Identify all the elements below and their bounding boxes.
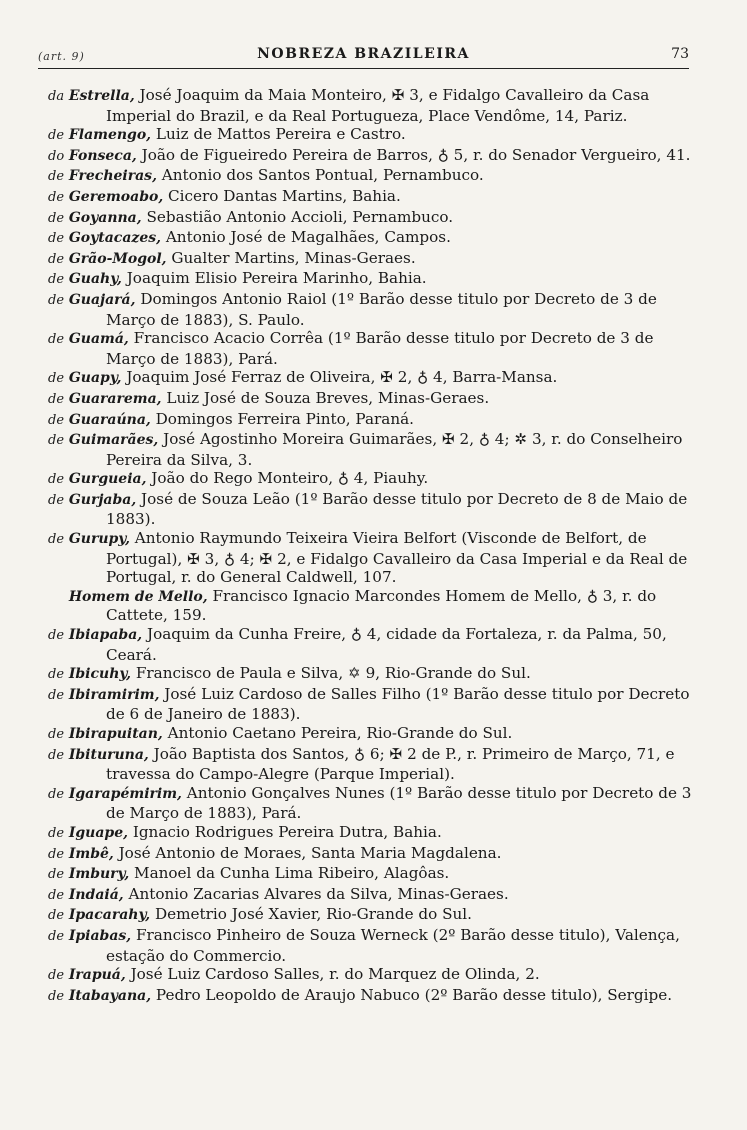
entry-text: Antonio Gonçalves Nunes (1º Barão desse titulo por Decreto de 3 de Março de 1883), Pará. bbox=[106, 783, 692, 823]
list-entry bbox=[48, 784, 698, 823]
entry-prefix: de bbox=[48, 169, 65, 185]
list-entry bbox=[48, 986, 698, 1007]
header-left-note: (art. 9) bbox=[38, 50, 85, 63]
list-entry bbox=[48, 905, 698, 926]
list-entry bbox=[48, 745, 698, 784]
entry-prefix: de bbox=[48, 272, 65, 288]
entry-text: Antonio Zacarias Alvares da Silva, Minas-Geraes. bbox=[123, 884, 509, 903]
entry-text: Francisco Acacio Corrêa (1º Barão desse titulo por Decreto de 3 de Março de 1883), Pará. bbox=[106, 329, 654, 368]
entry-prefix: de bbox=[48, 128, 65, 144]
entry-prefix: de bbox=[48, 908, 65, 924]
entry-title: Igarapémirim, bbox=[68, 785, 182, 802]
entry-title: Fonseca, bbox=[68, 147, 137, 164]
list-entry bbox=[48, 146, 698, 167]
entry-prefix: de bbox=[48, 231, 65, 247]
entry-prefix: de bbox=[48, 988, 65, 1004]
entry-prefix: de bbox=[48, 628, 65, 644]
entry-text: Gualter Martins, Minas-Geraes. bbox=[166, 248, 416, 267]
entry-text: João do Rego Monteiro, ♁ 4, Piauhy. bbox=[146, 469, 429, 488]
entry-title: Guapy, bbox=[68, 370, 122, 387]
entry-title: Iguape, bbox=[68, 824, 128, 841]
list-entry bbox=[48, 844, 698, 865]
page-header bbox=[38, 46, 689, 69]
entry-prefix: de bbox=[48, 727, 65, 742]
entry-title: Goyanna, bbox=[68, 209, 142, 226]
entry-title: Guararema, bbox=[68, 390, 162, 407]
running-title: NOBREZA BRAZILEIRA bbox=[257, 46, 470, 62]
list-entry bbox=[48, 864, 698, 885]
list-entry bbox=[48, 926, 698, 965]
entry-prefix: de bbox=[48, 825, 65, 841]
entry-prefix: de bbox=[48, 332, 65, 348]
list-entry bbox=[48, 208, 698, 229]
entry-prefix: de bbox=[48, 472, 65, 488]
entry-prefix: do bbox=[48, 148, 65, 164]
entry-title: Frecheiras, bbox=[68, 168, 157, 185]
list-entry bbox=[48, 490, 698, 529]
entry-prefix: de bbox=[48, 928, 65, 944]
list-entry bbox=[48, 329, 698, 368]
entry-title: Ipiabas, bbox=[68, 927, 132, 944]
entry-title: Estrella, bbox=[68, 88, 135, 104]
list-entry bbox=[48, 410, 698, 431]
entry-text: José Luiz Cardoso de Salles Filho (1º Barão desse titulo por Decreto de 6 de Janeiro de 1883). bbox=[106, 684, 690, 724]
list-entry bbox=[48, 368, 698, 389]
entry-title: Gurupy, bbox=[68, 531, 130, 548]
entry-prefix: de bbox=[48, 887, 65, 903]
entry-text: Cicero Dantas Martins, Bahia. bbox=[163, 186, 401, 205]
entry-text: Domingos Ferreira Pinto, Paraná. bbox=[150, 409, 415, 428]
entry-prefix: de bbox=[48, 747, 65, 763]
entry-prefix: de bbox=[48, 412, 65, 428]
list-entry bbox=[48, 430, 698, 469]
entry-title: Indaiá, bbox=[68, 886, 124, 903]
entry-text: Joaquim da Cunha Freire, ♁ 4, cidade da Fortaleza, r. da Palma, 50, Ceará. bbox=[106, 625, 667, 664]
entry-title: Ibirapuitan, bbox=[68, 726, 163, 742]
entry-prefix: de bbox=[48, 189, 65, 205]
entry-title: Flamengo, bbox=[68, 127, 152, 144]
entry-title: Guaraúna, bbox=[68, 411, 151, 428]
entry-text: Antonio José de Magalhães, Campos. bbox=[161, 228, 451, 247]
entry-text: José Luiz Cardoso Salles, r. do Marquez de Olinda, 2. bbox=[125, 965, 540, 984]
entry-text: Manoel da Cunha Lima Ribeiro, Alagôas. bbox=[129, 864, 450, 883]
entry-text: José Antonio de Moraes, Santa Maria Magdalena. bbox=[113, 843, 502, 862]
entry-text: Sebastião Antonio Accioli, Pernambuco. bbox=[141, 207, 454, 226]
entry-text: José Agostinho Moreira Guimarães, ✠ 2, ♁ 4; ✲ 3, r. do Conselheiro Pereira da Silva, 3. bbox=[106, 430, 683, 469]
entry-text: Luiz José de Souza Breves, Minas-Geraes. bbox=[161, 388, 490, 407]
list-entry bbox=[48, 290, 698, 329]
entry-title: Grão-Mogol, bbox=[68, 250, 167, 267]
entry-prefix: de bbox=[48, 667, 65, 683]
entry-prefix: de bbox=[48, 210, 65, 226]
entry-title: Guamá, bbox=[68, 331, 129, 348]
entry-text: José de Souza Leão (1º Barão desse titulo por Decreto de 8 de Maio de 1883). bbox=[106, 489, 688, 529]
entry-title: Ibiramirim, bbox=[68, 686, 160, 703]
entry-title: Itabayana, bbox=[68, 987, 152, 1004]
entry-prefix: de bbox=[48, 371, 65, 387]
list-entry bbox=[48, 187, 698, 208]
entry-prefix: de bbox=[48, 433, 65, 449]
entry-title: Homem de Mello, bbox=[68, 588, 208, 605]
entry-title: Guajará, bbox=[68, 291, 136, 308]
entry-text: Antonio Raymundo Teixeira Vieira Belfort (Visconde de Belfort, de Portugal), ✠ 3, ♁ 4; ✠ 2, e Fidalgo Cavalleiro da Casa Imperial e da Real de Portugal, r. do General Caldwell, 107. bbox=[106, 529, 688, 587]
entry-text: Antonio Caetano Pereira, Rio-Grande do Sul. bbox=[162, 724, 513, 742]
entry-prefix: da bbox=[48, 89, 65, 104]
entry-text: Francisco de Paula e Silva, ✡ 9, Rio-Grande do Sul. bbox=[131, 664, 531, 683]
entry-prefix: de bbox=[48, 251, 65, 267]
entry-text: Francisco Ignacio Marcondes Homem de Mello, ♁ 3, r. do Cattete, 159. bbox=[106, 586, 657, 625]
entry-prefix: de bbox=[48, 786, 65, 802]
entry-text: Pedro Leopoldo de Araujo Nabuco (2º Barão desse titulo), Sergipe. bbox=[151, 985, 673, 1004]
list-entry bbox=[48, 166, 698, 187]
entry-text: Demetrio José Xavier, Rio-Grande do Sul. bbox=[150, 905, 472, 924]
entry-text: José Joaquim da Maia Monteiro, ✠ 3, e Fidalgo Cavalleiro da Casa Imperial do Brazil, e da Real Portugueza, Place Vendôme, 14, Pariz. bbox=[106, 86, 650, 125]
entry-text: João Baptista dos Santos, ♁ 6; ✠ 2 de P., r. Primeiro de Março, 71, e travessa do Campo-Alegre (Parque Imperial). bbox=[106, 744, 675, 784]
nobility-list bbox=[48, 86, 698, 1006]
entry-title: Geremoabo, bbox=[68, 188, 164, 205]
list-entry bbox=[48, 965, 698, 986]
entry-prefix: de bbox=[48, 968, 65, 984]
entry-text: Francisco Pinheiro de Souza Werneck (2º Barão desse titulo), Valença, estação do Commercio. bbox=[106, 925, 680, 965]
list-entry bbox=[48, 685, 698, 724]
list-entry bbox=[48, 469, 698, 490]
entry-title: Ibituruna, bbox=[68, 746, 149, 763]
entry-text: João de Figueiredo Pereira de Barros, ♁ 5, r. do Senador Vergueiro, 41. bbox=[136, 145, 691, 164]
list-entry bbox=[48, 885, 698, 906]
list-entry bbox=[48, 529, 698, 587]
list-entry bbox=[48, 724, 698, 745]
entry-title: Guahy, bbox=[68, 271, 122, 288]
entry-title: Imbury, bbox=[68, 866, 130, 883]
list-entry bbox=[48, 625, 698, 664]
entry-title: Ibiapaba, bbox=[68, 627, 143, 644]
list-entry bbox=[48, 587, 698, 625]
list-entry bbox=[48, 823, 698, 844]
entry-title: Gurjaba, bbox=[68, 491, 137, 508]
list-entry bbox=[48, 228, 698, 249]
entry-text: Luiz de Mattos Pereira e Castro. bbox=[151, 125, 406, 144]
entry-prefix: de bbox=[48, 532, 65, 548]
entry-prefix: de bbox=[48, 687, 65, 703]
entry-prefix: de bbox=[48, 846, 65, 862]
entry-text: Joaquim José Ferraz de Oliveira, ✠ 2, ♁ 4, Barra-Mansa. bbox=[121, 368, 558, 387]
list-entry bbox=[48, 389, 698, 410]
entry-text: Domingos Antonio Raiol (1º Barão desse titulo por Decreto de 3 de Março de 1883), S. Paulo. bbox=[106, 289, 657, 329]
entry-text: Antonio dos Santos Pontual, Pernambuco. bbox=[156, 166, 484, 185]
entry-title: Guimarães, bbox=[68, 432, 159, 449]
entry-title: Ipacarahy, bbox=[68, 907, 151, 924]
entry-text: Ignacio Rodrigues Pereira Dutra, Bahia. bbox=[128, 822, 442, 841]
list-entry bbox=[48, 664, 698, 685]
entry-title: Goytacazes, bbox=[68, 230, 162, 247]
entry-title: Imbê, bbox=[68, 845, 114, 862]
entry-prefix: de bbox=[48, 867, 65, 883]
list-entry bbox=[48, 125, 698, 146]
entry-title: Ibicuhy, bbox=[68, 666, 132, 683]
entry-title: Irapuá, bbox=[68, 967, 126, 984]
entry-title: Gurgueia, bbox=[68, 471, 147, 488]
entry-prefix: de bbox=[48, 391, 65, 407]
list-entry bbox=[48, 269, 698, 290]
entry-prefix: de bbox=[48, 492, 65, 508]
list-entry bbox=[48, 86, 698, 125]
entry-text: Joaquim Elisio Pereira Marinho, Bahia. bbox=[121, 269, 427, 288]
page-number: 73 bbox=[671, 46, 689, 62]
list-entry bbox=[48, 249, 698, 270]
entry-prefix: de bbox=[48, 292, 65, 308]
